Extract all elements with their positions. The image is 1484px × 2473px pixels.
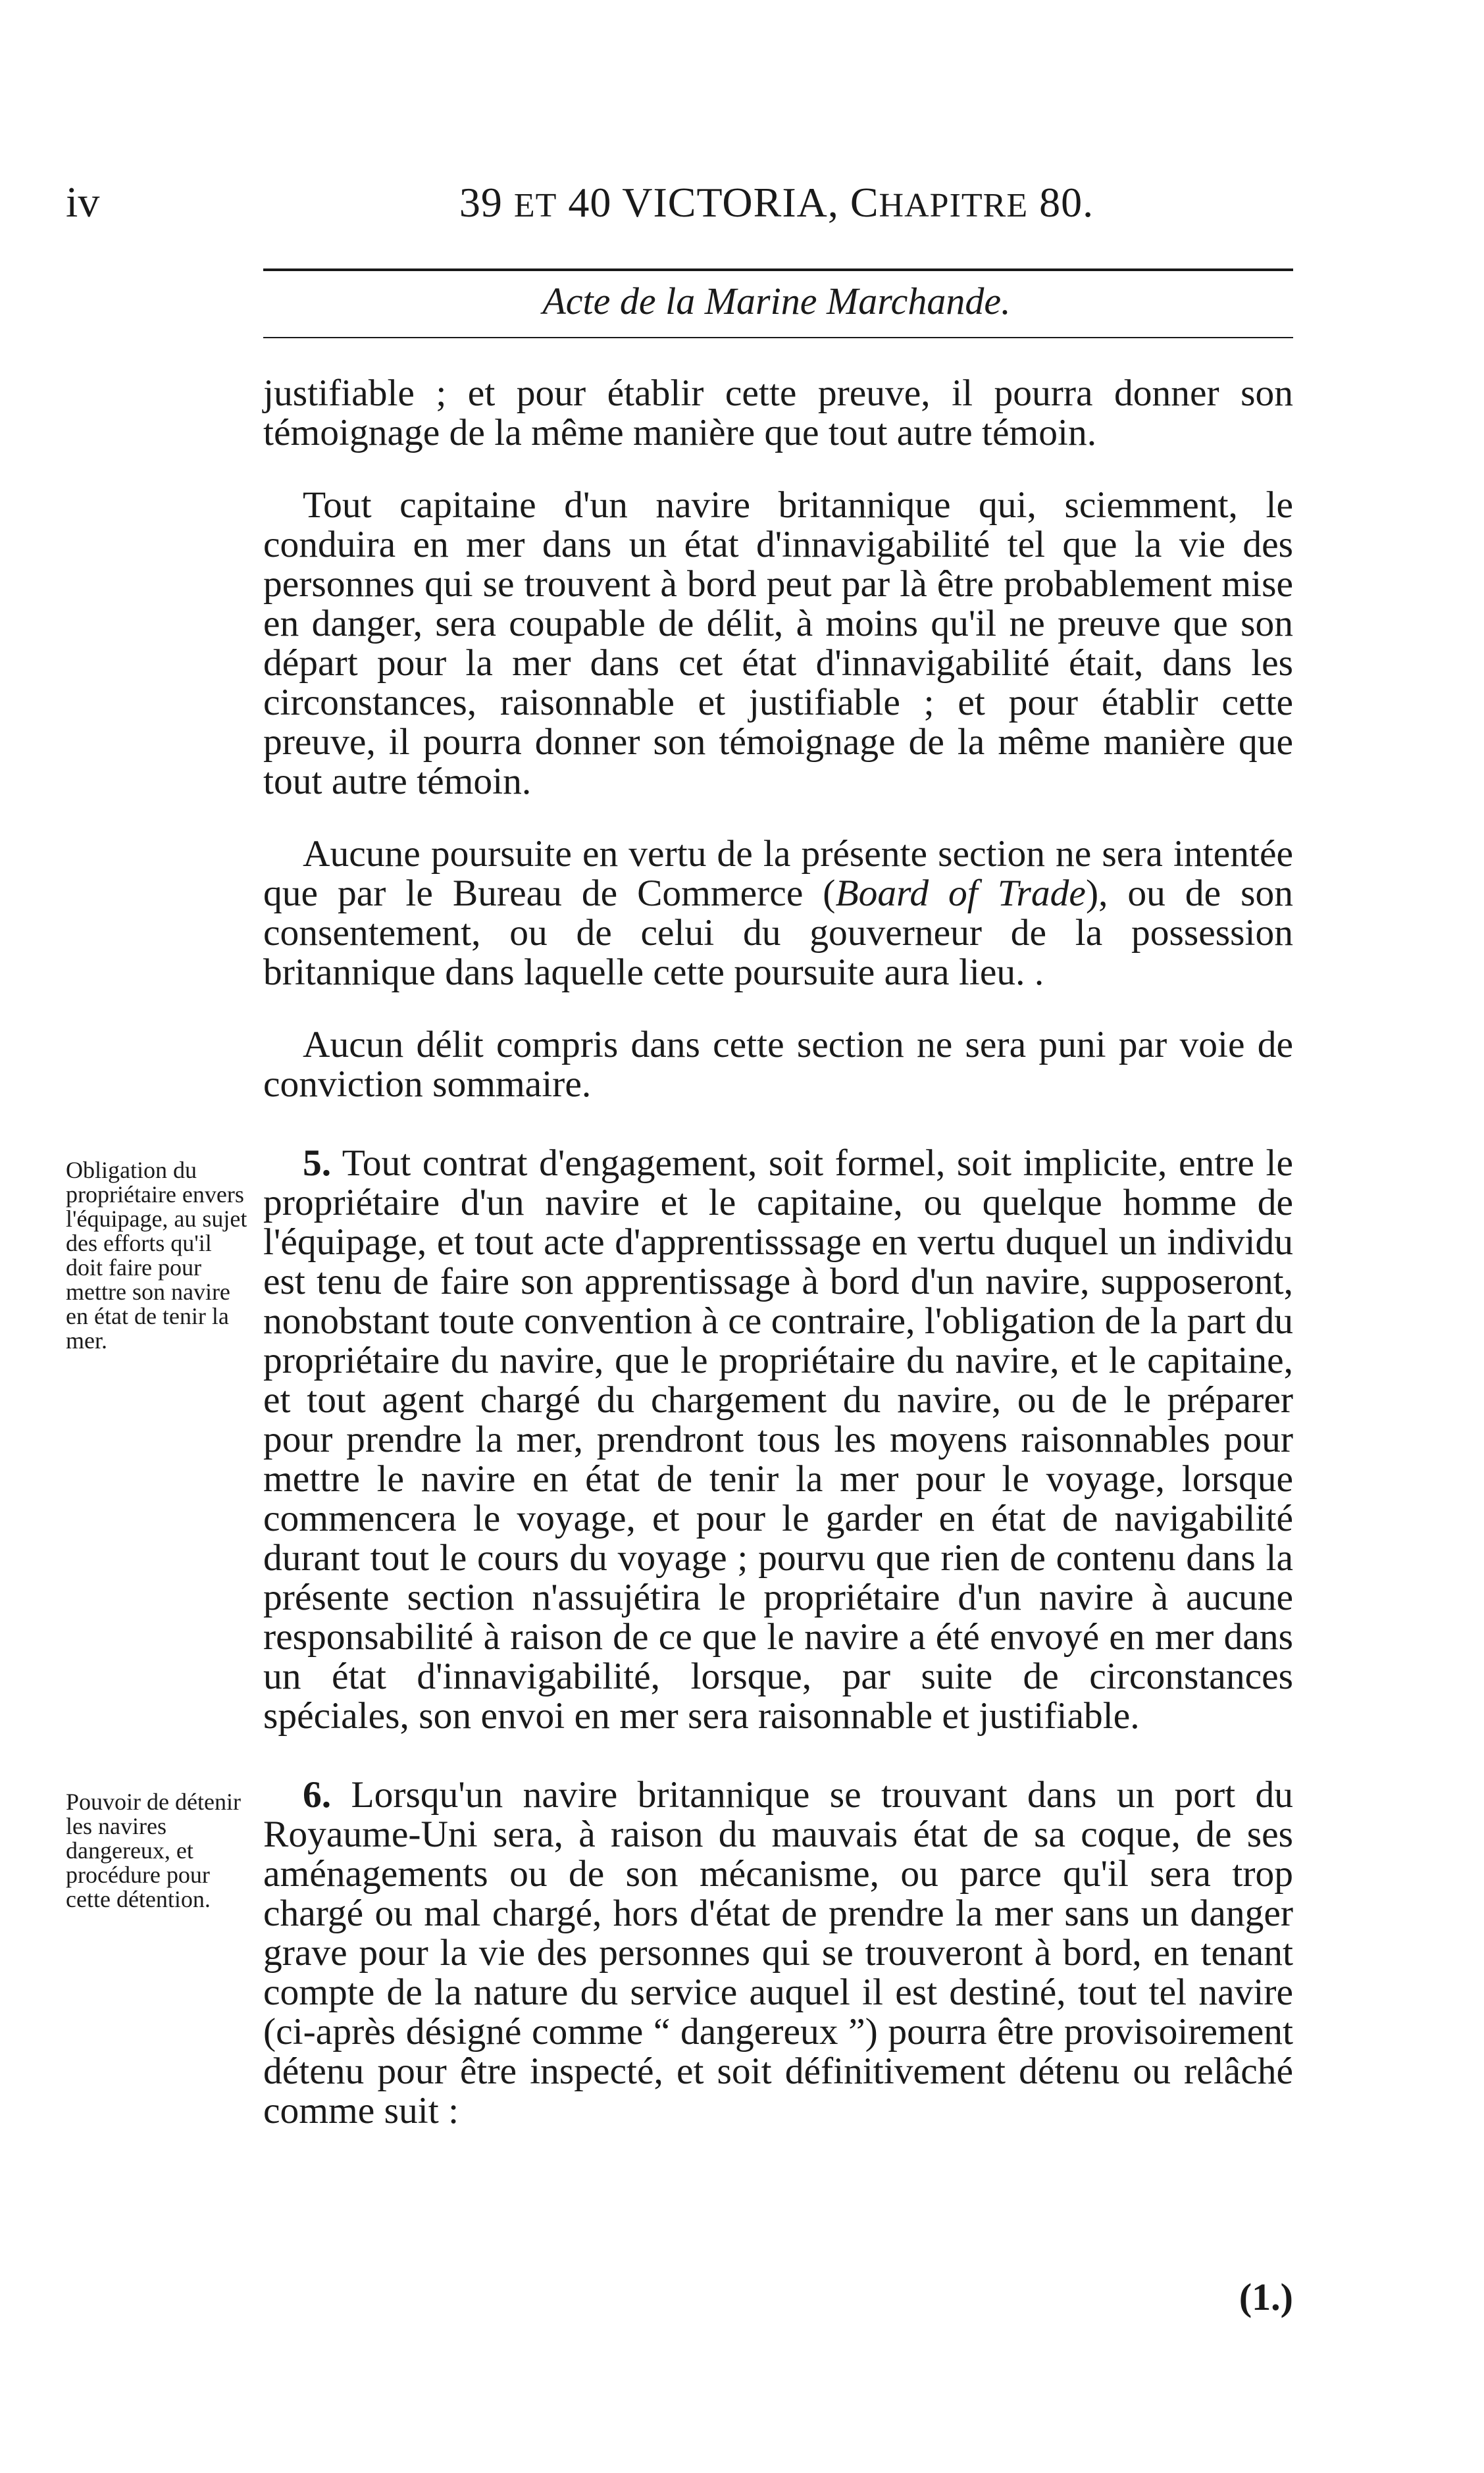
- paragraph-captain-offence: Tout capitaine d'un navire britannique qui, sciemment, le conduira en mer dans un état d'innavigabilité tel que la vie des personnes qui se trouvent à bord peut par là être probablement mise en danger, sera coupable de délit, à moins qu'il ne preuve que son départ pour la mer dans cet état d'innavigabilité était, dans les circonstances, raisonnable et justifiable ; et pour établir cette preuve, il pourra donner son témoignage de la même manière que tout autre témoin.: [263, 484, 1293, 802]
- margin-note-section-6: Pouvoir de détenir les navires dangereux, et procédure pour cette détention.: [66, 1789, 241, 1912]
- page-number: iv: [66, 178, 100, 226]
- section-6-text: [263, 1775, 1293, 2131]
- section-6-number: 6.: [303, 1774, 332, 1816]
- running-head-year-a: 39: [459, 179, 503, 226]
- printer-signature: (1.): [1239, 2276, 1293, 2318]
- page-body: [66, 372, 1294, 2164]
- running-head-et: ET: [513, 187, 557, 224]
- running-head: [263, 176, 1290, 232]
- header-rule-bottom: [263, 337, 1293, 338]
- margin-note-section-5: Obligation du propriétaire envers l'équipage, au sujet des efforts qu'il doit faire pour mettre son navire en état de tenir la mer.: [66, 1157, 247, 1354]
- paragraph-prosecution: [263, 834, 1293, 992]
- paragraph-summary-conviction: Aucun délit compris dans cette section ne sera puni par voie de conviction sommaire.: [263, 1024, 1293, 1105]
- section-6: [66, 1774, 1293, 2131]
- section-5: [66, 1142, 1293, 1737]
- running-head-chapitre-initial: C: [850, 179, 879, 226]
- prosecution-text-end: ), ou de son consentement, ou de celui du gouverneur de la possession britannique dans laquelle cette poursuite aura lieu. .: [263, 873, 1294, 993]
- section-6-body: Lorsqu'un navire britannique se trouvant dans un port du Royaume-Uni sera, à raison du mauvais état de sa coque, de ses aménagements ou de son mécanisme, ou parce qu'il sera trop chargé ou mal chargé, hors d'état de prendre la mer sans un danger grave pour la vie des personnes qui se trouveront à bord, en tenant compte de la nature du service auquel il est destiné, tout tel navire (ci-après désigné comme “ dangereux ”) pourra être provisoirement détenu pour être inspecté, et soit définitivement détenu ou relâché comme suit :: [263, 1774, 1293, 2131]
- header-rule-top: [263, 268, 1293, 271]
- prosecution-text-start: Aucune poursuite en vertu de la présente section ne sera intentée que par le Bureau de Commerce (: [263, 833, 1293, 914]
- paragraph-continuation: justifiable ; et pour établir cette preuve, il pourra donner son témoignage de la même manière que tout autre témoin.: [263, 372, 1293, 453]
- section-5-number: 5.: [303, 1142, 332, 1184]
- board-of-trade-italic: Board of Trade: [835, 873, 1086, 914]
- section-5-text: [263, 1144, 1293, 1736]
- running-head-year-b: 40 VICTORIA,: [568, 179, 839, 226]
- act-subtitle: Acte de la Marine Marchande.: [542, 280, 1011, 322]
- running-head-chapitre-rest: HAPITRE: [879, 187, 1029, 224]
- section-5-body: Tout contrat d'engagement, soit formel, soit implicite, entre le propriétaire d'un navire et le capitaine, ou quelque homme de l'équipage, et tout acte d'apprentisssage en vertu duquel un individu est tenu de faire son apprentissage à bord d'un navire, supposeront, nonobstant toute convention à ce contraire, l'obligation de la part du propriétaire du navire, que le propriétaire du navire, et le capitaine, et tout agent chargé du chargement du navire, ou de le préparer pour prendre la mer, prendront tous les moyens raisonnables pour mettre le navire en état de tenir la mer pour le voyage, lorsque commencera le voyage, et pour le garder en état de navigabilité durant tout le cours du voyage ; pourvu que rien de contenu dans la présente section n'assujétira le propriétaire d'un navire à aucune responsabilité à raison de ce que le navire a été envoyé en mer dans un état d'innavigabilité, lorsque, par suite de circonstances spéciales, son envoi en mer sera raisonnable et justifiable.: [263, 1142, 1293, 1737]
- running-head-chapter-number: 80.: [1039, 179, 1094, 226]
